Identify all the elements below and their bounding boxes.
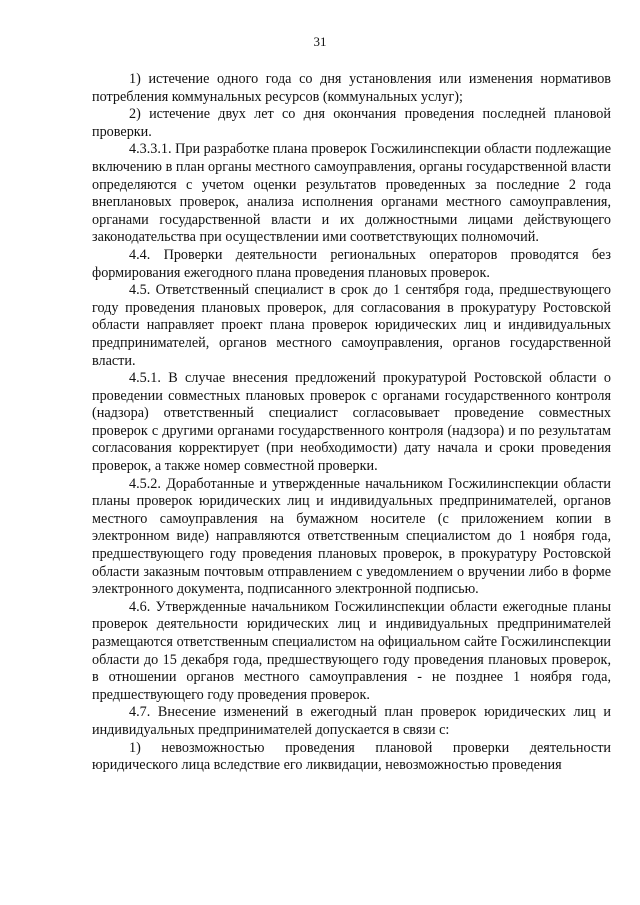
paragraph: 4.3.3.1. При разработке плана проверок Госжилинспекции области подлежащие включению в план органы местного самоуправления, органы государственной власти определяются с учетом оценки результатов проведенных за последние 2 года внеплановых проверок, анализа исполнения органами местного самоуправления, органами государственной власти и их должностными лицами действующего законодательства при осуществлении ими соответствующих полномочий. [92,141,611,246]
paragraph: 4.6. Утвержденные начальником Госжилинспекции области ежегодные планы проверок деятельности юридических лиц и индивидуальных предпринимателей размещаются ответственным специалистом на официальном сайте Госжилинспекции области до 15 декабря года, предшествующего году проведения плановых проверок, в отношении органов местного самоуправления - не позднее 1 ноября года, предшествующего году проведения проверок. [92,598,611,703]
paragraph: 1) невозможностью проведения плановой проверки деятельности юридического лица вследствие его ликвидации, невозможностью проведения [92,739,611,774]
paragraph: 4.5.2. Доработанные и утвержденные начальником Госжилинспекции области планы проверок юридических лиц и индивидуальных предпринимателей, органов местного самоуправления на бумажном носителе (с приложением копии в электронном виде) направляются ответственным специалистом до 1 ноября года, предшествующего году проведения плановых проверок, в прокуратуру Ростовской области заказным почтовым отправлением с уведомлением о вручении либо в форме электронного документа, подписанного электронной подписью. [92,475,611,598]
document-body [92,71,611,775]
page-number: 31 [313,34,327,49]
paragraph: 4.5. Ответственный специалист в срок до 1 сентября года, предшествующего году проведения плановых проверок, для согласования в прокуратуру Ростовской области направляет проект плана проверок юридических лиц и индивидуальных предпринимателей, органов местного самоуправления, органов государственной власти. [92,282,611,369]
paragraph: 4.4. Проверки деятельности региональных операторов проводятся без формирования ежегодного плана проведения плановых проверок. [92,246,611,281]
paragraph: 2) истечение двух лет со дня окончания проведения последней плановой проверки. [92,106,611,140]
paragraph: 4.5.1. В случае внесения предложений прокуратурой Ростовской области о проведении совместных плановых проверок с органами государственного контроля (надзора) ответственный специалист согласовывает проведение совместных проверок с другими органами государственного контроля (надзора) и по результатам согласования корректирует (при необходимости) дату начала и сроки проведения проверок, а также номер совместной проверки. [92,370,611,475]
paragraph: 1) истечение одного года со дня установления или изменения нормативов потребления коммунальных ресурсов (коммунальных услуг); [92,71,611,105]
paragraph: 4.7. Внесение изменений в ежегодный план проверок юридических лиц и индивидуальных предпринимателей допускается в связи с: [92,704,611,738]
